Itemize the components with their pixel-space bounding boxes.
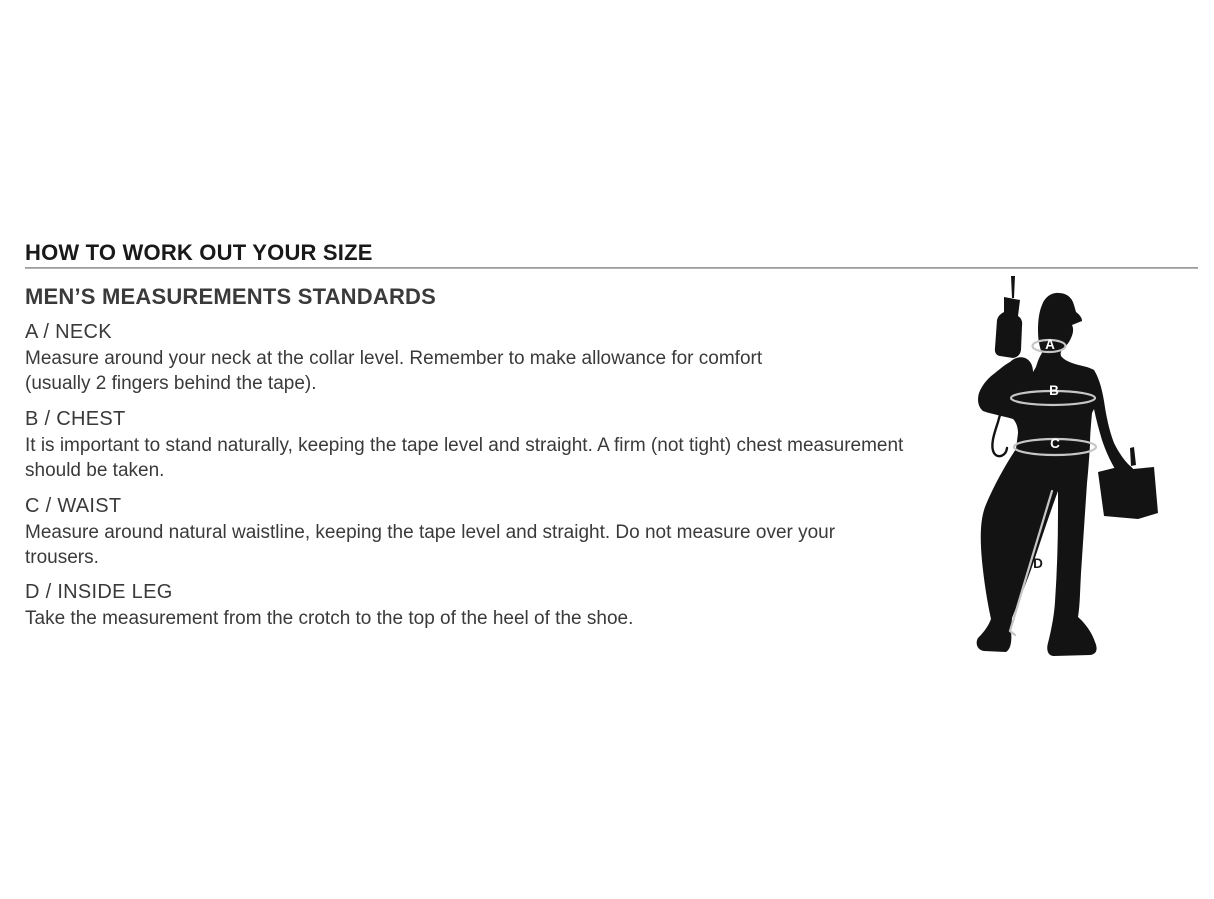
- measurement-section-neck: [25, 319, 930, 397]
- measurement-label-inside-leg: D / INSIDE LEG: [25, 581, 173, 604]
- measurement-text-inside-leg: Take the measurement from the crotch to the top of the heel of the shoe.: [25, 608, 634, 630]
- horizontal-divider: [25, 267, 1198, 269]
- measurement-section-chest: [25, 406, 930, 484]
- toolbox: [1098, 466, 1158, 519]
- measurement-section-inside-leg: [25, 579, 930, 631]
- worker-silhouette-illustration: [963, 272, 1165, 664]
- section-title-mens-standards: MEN’S MEASUREMENTS STANDARDS: [25, 284, 436, 309]
- page-title: HOW TO WORK OUT YOUR SIZE: [25, 240, 373, 265]
- measurement-text-waist: Measure around natural waistline, keeping the tape level and straight. Do not measure over your trousers.: [25, 521, 836, 569]
- waist-guide-label: C: [1050, 436, 1060, 451]
- size-guide-figure-svg: [963, 272, 1165, 664]
- chest-guide-label: B: [1049, 383, 1059, 398]
- measurement-text-chest: It is important to stand naturally, keeping the tape level and straight. A firm (not tight) chest measurement should be taken.: [25, 434, 904, 482]
- neck-guide-label: A: [1045, 337, 1055, 352]
- measurement-text-neck: Measure around your neck at the collar level. Remember to make allowance for comfort (usually 2 fingers behind the tape).: [25, 348, 763, 395]
- measurement-label-neck: A / NECK: [25, 321, 112, 343]
- measurement-instructions: [25, 284, 930, 641]
- drill-body: [995, 297, 1022, 358]
- measurement-label-waist: C / WAIST: [25, 494, 122, 517]
- measurement-label-chest: B / CHEST: [25, 407, 126, 430]
- toolbox-tool-handle: [1130, 447, 1136, 466]
- drill-bit: [1011, 276, 1015, 298]
- inside-leg-guide-label: D: [1033, 556, 1043, 571]
- measurement-section-waist: [25, 493, 930, 571]
